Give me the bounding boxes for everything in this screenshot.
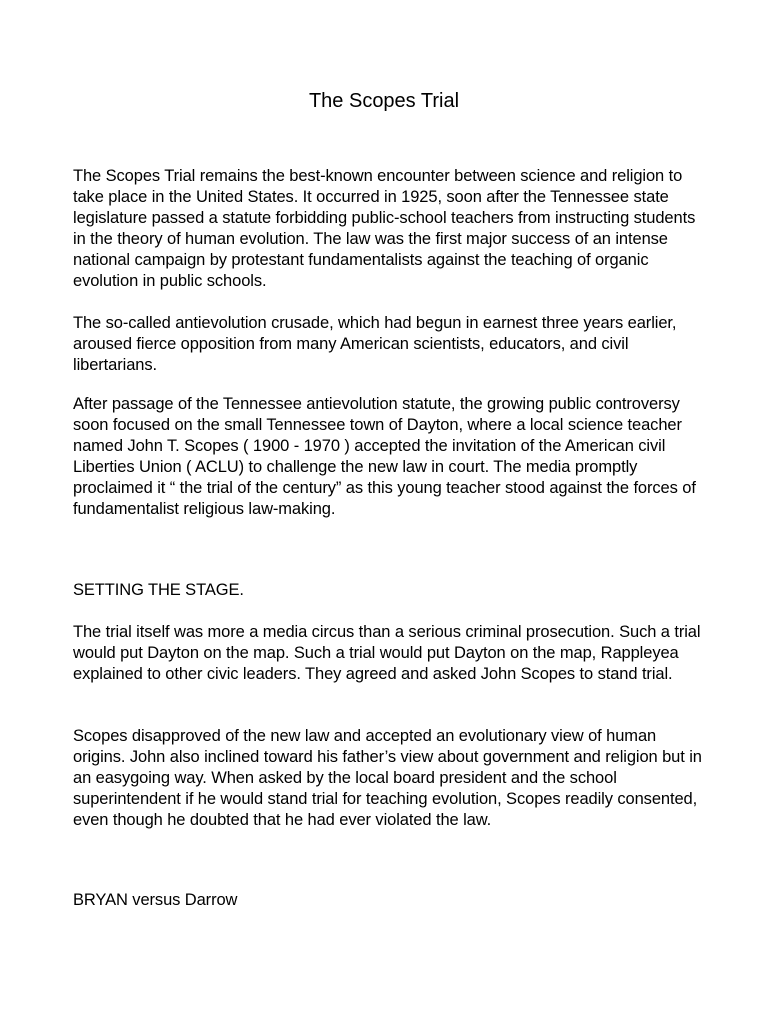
document-title: The Scopes Trial xyxy=(308,90,460,112)
paragraph-intro: The Scopes Trial remains the best-known encounter between science and religion to take place in the United States. It occurred in 1925, soon after the Tennessee state legislature passed a statute forbidding public-school teachers from instructing students in the theory of human evolution. The law was the first major success of an intense national campaign by protestant fundamentalists against the teaching of organic evolution in public schools. xyxy=(73,167,696,290)
paragraph-dayton-controversy: After passage of the Tennessee antievolution statute, the growing public controversy soon focused on the small Tennessee town of Dayton, where a local science teacher named John T. Scopes ( 1900 - 1970 ) accepted the invitation of the American civil Liberties Union ( ACLU) to challenge the new law in court. The media promptly proclaimed it “ the trial of the century” as this young teacher stood against the forces of fundamentalist religious law-making. xyxy=(73,395,696,518)
paragraph-antievolution-crusade: The so-called antievolution crusade, which had begun in earnest three years earlier, aroused fierce opposition from many American scientists, educators, and civil libertarians. xyxy=(73,314,677,374)
section-heading-bryan-versus-darrow: BRYAN versus Darrow xyxy=(73,891,238,909)
paragraph-media-circus: The trial itself was more a media circus than a serious criminal prosecution. Such a trial would put Dayton on the map. Such a trial would put Dayton on the map, Rappleyea explained to other civic leaders. They agreed and asked John Scopes to stand trial. xyxy=(73,623,701,683)
paragraph-scopes-views: Scopes disapproved of the new law and accepted an evolutionary view of human origins. John also inclined toward his father’s view about government and religion but in an easygoing way. When asked by the local board president and the school superintendent if he would stand trial for teaching evolution, Scopes readily consented, even though he doubted that he had ever violated the law. xyxy=(73,727,702,829)
section-heading-setting-the-stage: SETTING THE STAGE. xyxy=(73,581,244,599)
